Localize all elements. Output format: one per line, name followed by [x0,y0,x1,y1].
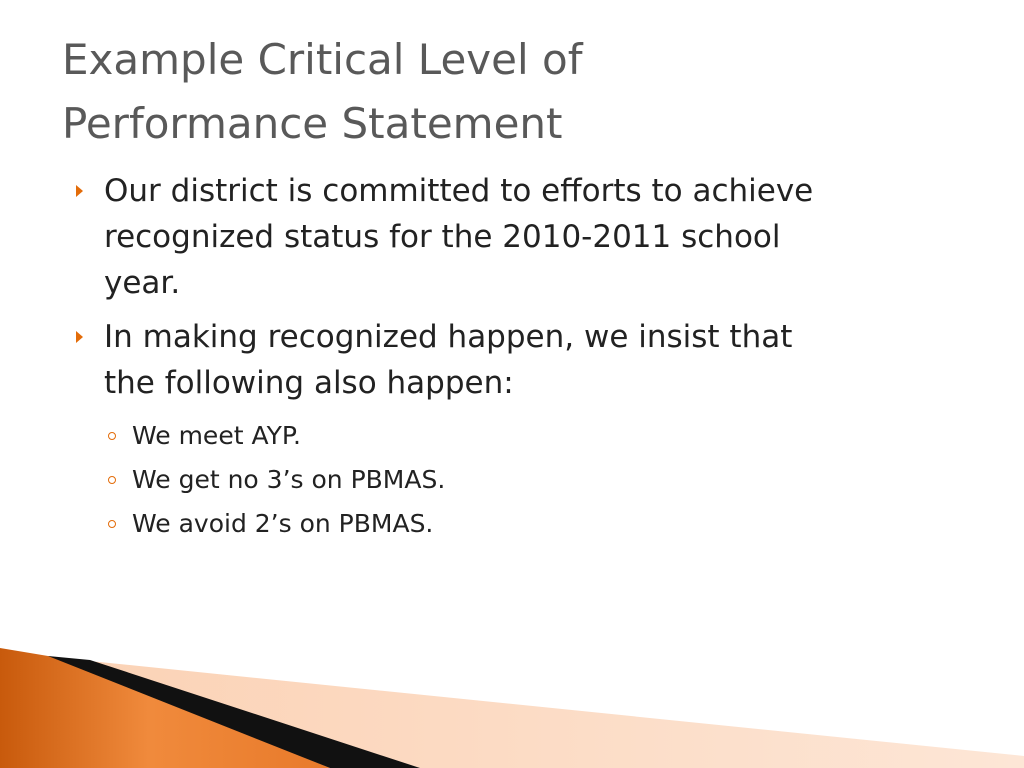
sub-bullet-2-text: We get no 3’s on PBMAS. [132,465,446,494]
bullet-2-line-2: the following also happen: [104,365,514,401]
slide-body [74,168,974,546]
sub-bullet-1-text: We meet AYP. [132,421,302,450]
circle-bullet-icon [108,520,116,528]
sub-bullet-2 [74,458,974,502]
bullet-1-line-1: Our district is committed to efforts to achieve [104,173,814,209]
sub-bullet-3-text: We avoid 2’s on PBMAS. [132,509,434,538]
bullet-item-2 [74,314,974,406]
circle-bullet-icon [108,476,116,484]
title-line-2: Performance Statement [62,99,563,148]
title-line-1: Example Critical Level of [62,35,583,84]
bullet-2-line-1: In making recognized happen, we insist that [104,319,793,355]
bullet-item-1 [74,168,974,306]
sub-bullet-1 [74,414,974,458]
sub-bullet-3 [74,502,974,546]
triangle-bullet-icon [76,185,83,197]
slide-title [62,28,962,156]
circle-bullet-icon [108,432,116,440]
triangle-bullet-icon [76,331,83,343]
bullet-1-line-2: recognized status for the 2010-2011 school [104,219,781,255]
decorative-corner-swoosh [0,638,1024,768]
bullet-1-line-3: year. [104,265,181,301]
